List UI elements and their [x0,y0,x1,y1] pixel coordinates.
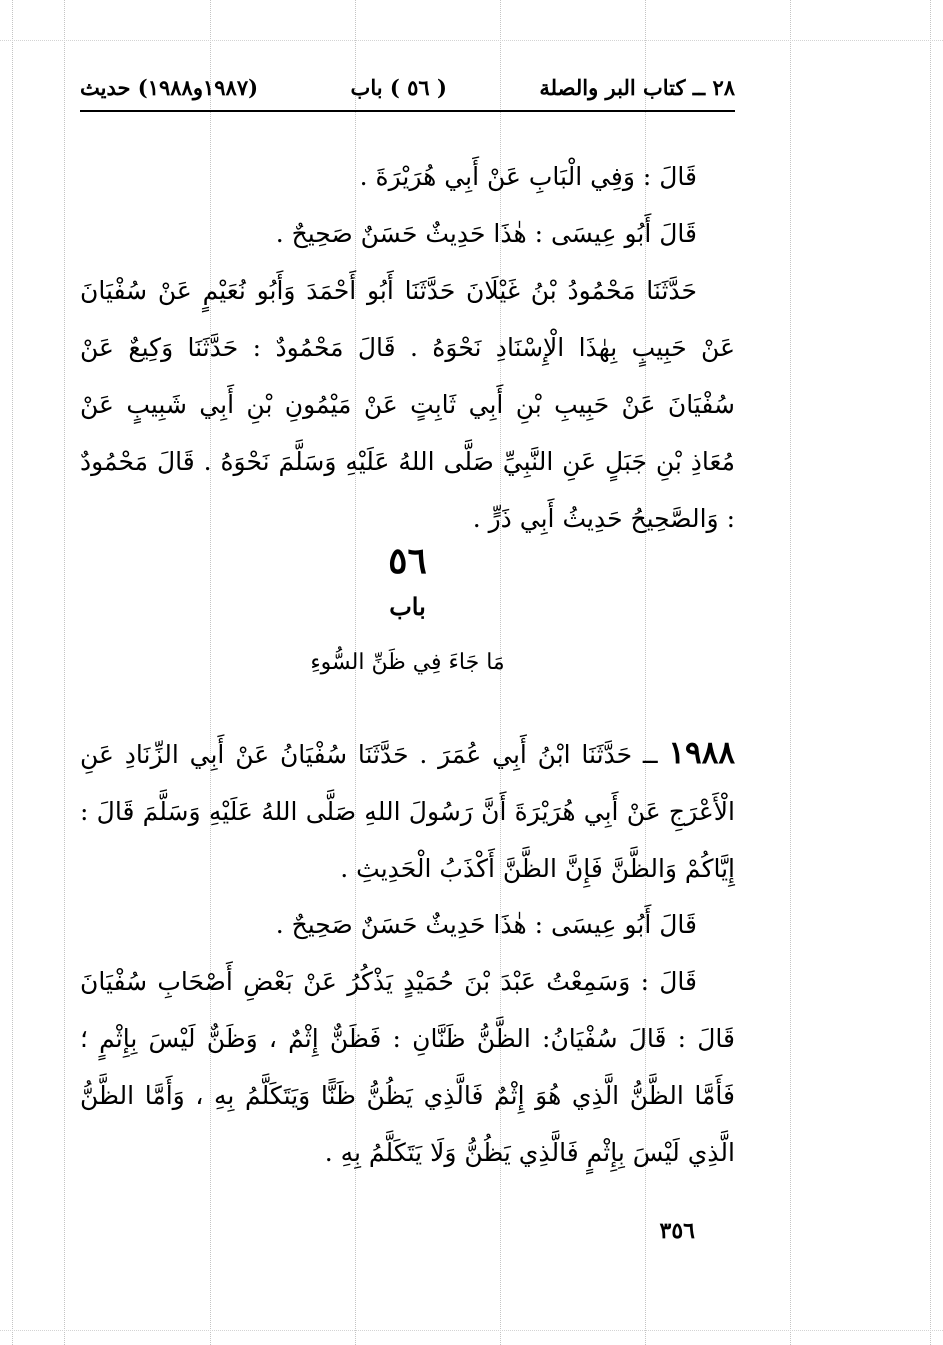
grading-line: قَالَ أَبُو عِيسَى : هٰذَا حَدِيثٌ حَسَنٌ صَحِيحٌ . [275,219,697,248]
commentary-paragraph: قَالَ : وَسَمِعْتُ عَبْدَ بْنَ حُمَيْدٍ يَذْكُرُ عَنْ بَعْضِ أَصْحَابِ سُفْيَانَ قَالَ : قَالَ سُفْيَانُ: الظَّنُّ ظَنَّانِ : فَظَنٌّ إِثْمٌ ، وَظَنٌّ لَيْسَ بِإِثْمٍ ؛ فَأَمَّا الظَّنُّ الَّذِي هُوَ إِثْمٌ فَالَّذِي يَظُنُّ ظَنًّا وَيَتَكَلَّمُ بِهِ ، وَأَمَّا الظَّنُّ الَّذِي لَيْسَ بِإِثْمٍ فَالَّذِي يَظُنُّ وَلَا يَتَكَلَّمُ بِهِ . [80,967,735,1167]
hadith-grading: قَالَ أَبُو عِيسَى : هٰذَا حَدِيثٌ حَسَنٌ صَحِيحٌ . [275,910,697,939]
chapter-title: مَا جَاءَ فِي ظَنِّ السُّوءِ [310,650,505,675]
header-rule [80,110,735,112]
running-header [80,70,735,104]
chapter-number: ٥٦ [388,540,427,582]
page-number: ٣٥٦ [659,1218,695,1244]
chapter-note-line: قَالَ : وَفِي الْبَابِ عَنْ أَبِي هُرَيْرَةَ . [359,162,697,191]
header-book-title: ٢٨ ــ كتاب البر والصلة [539,74,735,100]
header-chapter: ( ٥٦ ) باب [350,74,447,100]
header-hadith-range: (١٩٨٧و١٩٨٨) حديث [80,74,259,100]
book-page [80,60,735,1310]
chapter-label: باب [389,592,426,621]
hadith-text [80,725,735,897]
hadith-body: ــ حَدَّثَنَا ابْنُ أَبِي عُمَرَ . حَدَّثَنَا سُفْيَانُ عَنْ أَبِي الزِّنَادِ عَنِ الْأَعْرَجِ عَنْ أَبِي هُرَيْرَةَ أَنَّ رَسُولَ اللهِ صَلَّى اللهُ عَلَيْهِ وَسَلَّمَ قَالَ : إِيَّاكُمْ وَالظَّنَّ فَإِنَّ الظَّنَّ أَكْذَبُ الْحَدِيثِ . [80,740,735,883]
hadith-number: ١٩٨٨ [668,735,735,771]
chain-paragraph: حَدَّثَنَا مَحْمُودُ بْنُ غَيْلَانَ حَدَّثَنَا أَبُو أَحْمَدَ وَأَبُو نُعَيْمٍ عَنْ سُفْيَانَ عَنْ حَبِيبٍ بِهٰذَا الْإِسْنَادِ نَحْوَهُ . قَالَ مَحْمُودٌ : حَدَّثَنَا وَكِيعٌ عَنْ سُفْيَانَ عَنْ حَبِيبِ بْنِ أَبِي ثَابِتٍ عَنْ مَيْمُونِ بْنِ أَبِي شَبِيبٍ عَنْ مُعَاذِ بْنِ جَبَلٍ عَنِ النَّبِيِّ صَلَّى اللهُ عَلَيْهِ وَسَلَّمَ نَحْوَهُ . قَالَ مَحْمُودٌ : وَالصَّحِيحُ حَدِيثُ أَبِي ذَرٍّ . [80,276,736,533]
